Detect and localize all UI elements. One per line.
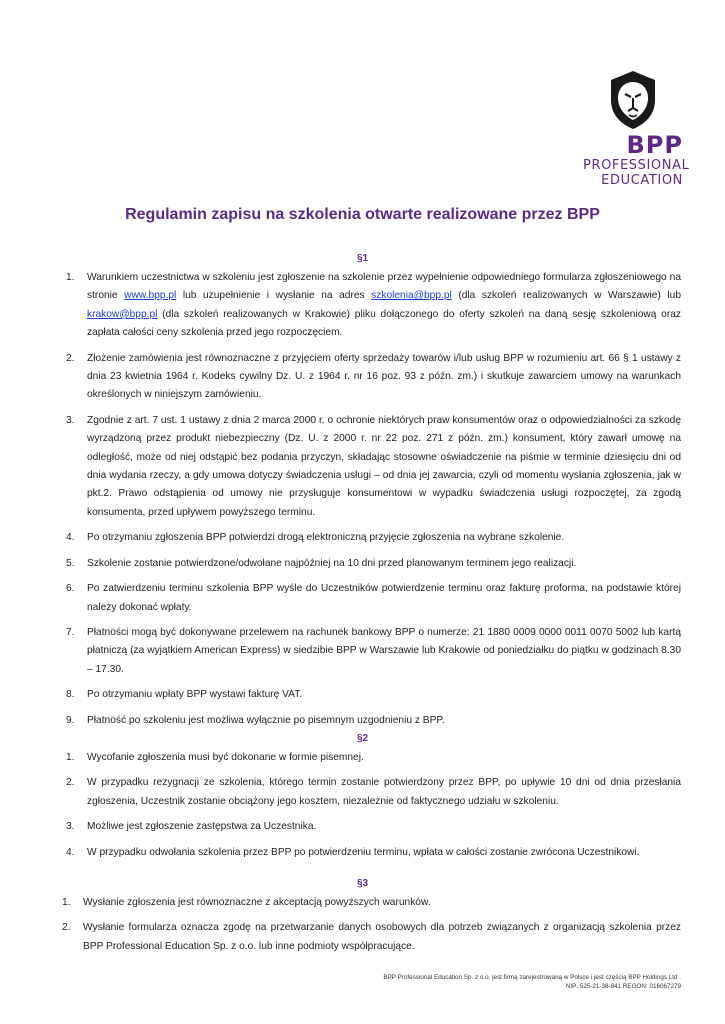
email-or-web-link[interactable]: krakow@bpp.pl: [87, 308, 158, 320]
email-or-web-link[interactable]: szkolenia@bpp.pl: [371, 290, 452, 302]
list-item-text: Płatność po szkoleniu jest możliwa wyłącznie po pisemnym uzgodnieniu z BPP.: [87, 714, 445, 726]
list-item: [0, 580, 725, 617]
list-item-number: 1.: [66, 752, 75, 763]
list-item: [0, 844, 725, 862]
document-title: Regulamin zapisu na szkolenia otwarte realizowane przez BPP: [125, 206, 600, 223]
list-item-number: 2.: [62, 922, 71, 934]
list-item-text: Szkolenie zostanie potwierdzone/odwołane najpóźniej na 10 dni przed planowanym terminem jego realizacji.: [87, 557, 577, 569]
lion-shield-icon: [608, 70, 658, 130]
list-item: [0, 712, 725, 730]
bpp-logo: [583, 70, 690, 188]
list-item-number: 4.: [66, 532, 75, 544]
logo-line-2: EDUCATION: [601, 173, 683, 188]
list-item: [0, 412, 725, 522]
list-item-number: 1.: [62, 897, 71, 908]
list-item: [0, 749, 725, 767]
list-item: [0, 529, 725, 547]
section-3: [0, 877, 725, 956]
section-1: [0, 252, 725, 730]
list-item-number: 9.: [66, 714, 75, 726]
section-heading: §3: [356, 878, 369, 889]
email-or-web-link[interactable]: www.bpp.pl: [124, 290, 177, 302]
section-heading: §1: [356, 253, 369, 264]
section-heading: §2: [356, 733, 369, 744]
logo-line-1: PROFESSIONAL: [583, 158, 690, 173]
list-item-text: Wycofanie zgłoszenia musi być dokonane w formie pisemnej.: [87, 752, 364, 763]
list-item: [0, 624, 725, 679]
section-3-list: [0, 894, 725, 956]
footer-registration-line: NIP: 525-21-38-841 REGON: 016067279: [565, 983, 681, 990]
section-1-list: [0, 269, 725, 730]
list-item-number: 6.: [66, 583, 75, 595]
list-item: [0, 774, 725, 811]
list-item: [0, 919, 725, 956]
list-item-text: Zgodnie z art. 7 ust. 1 ustawy z dnia 2 marca 2000 r. o ochronie niektórych praw konsumentów oraz o odpowiedzialności za szkodę wyrządzoną przez produkt niebezpieczny (Dz. U. z 2000 r. nr 22 poz. 271 z późn. zm.) konsument, który zawarł umowę na odległość, może od niej odstąpić bez podania przyczyn, składając stosowne oświadczenie na piśmie w terminie dziesięciu dni od dnia wydania rzeczy, a gdy umowa dotyczy świadczenia usługi – od dnia jej zawarcia, czyli od momentu wysłania zgłoszenia, jak w pkt.2. Prawo odstąpienia od umowy nie przysługuje konsumentowi w wypadku świadczenia usługi rozpoczętej, za zgodą konsumenta, przed upływem powyższego terminu.: [87, 414, 681, 518]
section-2: [0, 732, 725, 862]
list-item-text: Po otrzymaniu wpłaty BPP wystawi fakturę VAT.: [87, 689, 303, 701]
list-item-text: Wysłanie zgłoszenia jest równoznaczne z akceptacją powyższych warunków.: [83, 897, 431, 908]
list-item-text: W przypadku rezygnacji ze szkolenia, którego termin zostanie potwierdzony przez BPP, po upływie 10 dni od dnia przesłania zgłoszenia, Uczestnik zostanie obciążony jego kosztem, niezależnie od faktycznego udziału w szkoleniu.: [87, 777, 681, 807]
list-item-text: Płatności mogą być dokonywane przelewem na rachunek bankowy BPP o numerze: 21 1880 0009 0000 0011 0070 5002 lub kartą płatniczą (za wyjątkiem American Express) w siedzibie BPP w Warszawie lub Krakowie od poniedziałku do piątku w godzinach 8.30 – 17.30.: [87, 626, 681, 675]
list-item: [0, 555, 725, 573]
list-item-number: 3.: [66, 414, 75, 426]
list-item-text: Warunkiem uczestnictwa w szkoleniu jest zgłoszenie na szkolenie przez wypełnienie odpowiedniego formularza zgłoszeniowego na stronie www.bpp.pl lub uzupełnienie i wysłanie na adres szkolenia@bpp.pl (dla szkoleń realizowanych w Warszawie) lub krakow@bpp.pl (dla szkoleń realizowanych w Krakowie) pliku dołączonego do oferty szkoleń na daną sesję szkoleniową oraz zapłata całości ceny szkolenia przed jego rozpoczęciem.: [87, 272, 681, 339]
list-item: [0, 350, 725, 405]
footer: [383, 973, 681, 991]
list-item-text: W przypadku odwołania szkolenia przez BPP po potwierdzeniu terminu, wpłata w całości zostanie zwrócona Uczestnikowi.: [87, 846, 640, 858]
logo-wordmark: BPP: [626, 131, 683, 159]
section-2-list: [0, 749, 725, 862]
list-item-number: 7.: [66, 626, 75, 638]
list-item-text: Wysłanie formularza oznacza zgodę na przetwarzanie danych osobowych dla potrzeb związanych z organizacją szkolenia przez BPP Professional Education Sp. z o.o. lub inne podmioty współpracujące.: [83, 922, 681, 952]
list-item: [0, 894, 725, 912]
list-item-number: 4.: [66, 846, 75, 858]
list-item-number: 5.: [66, 557, 75, 569]
list-item-number: 2.: [66, 352, 75, 364]
list-item-number: 2.: [66, 777, 75, 789]
list-item-text: Po otrzymaniu zgłoszenia BPP potwierdzi drogą elektroniczną przyjęcie zgłoszenia na wybrane szkolenie.: [87, 532, 565, 544]
list-item-text: Po zatwierdzeniu terminu szkolenia BPP wyśle do Uczestników potwierdzenie terminu oraz fakturę proforma, na podstawie której należy dokonać wpłaty.: [87, 583, 681, 613]
footer-company-line: BPP Professional Education Sp. z o.o. jest firmą zarejestrowaną w Polsce i jest częścią BPP Holdings Ltd .: [383, 974, 681, 981]
list-item-number: 1.: [66, 272, 75, 283]
list-item: [0, 818, 725, 836]
list-item: [0, 269, 725, 343]
list-item-number: 3.: [66, 821, 75, 833]
list-item-text: Złożenie zamówienia jest równoznaczne z przyjęciem oferty sprzedaży towarów i/lub usług BPP w rozumieniu art. 66 § 1 ustawy z dnia 23 kwietnia 1964 r. Kodeks cywilny Dz. U. z 1964 r. nr 16 poz. 93 z późn. zm.) i skutkuje zawarciem umowy na warunkach określonych w niniejszym zamówieniu.: [87, 352, 681, 401]
list-item-number: 8.: [66, 689, 75, 701]
list-item: [0, 686, 725, 704]
list-item-text: Możliwe jest zgłoszenie zastępstwa za Uczestnika.: [87, 821, 317, 833]
